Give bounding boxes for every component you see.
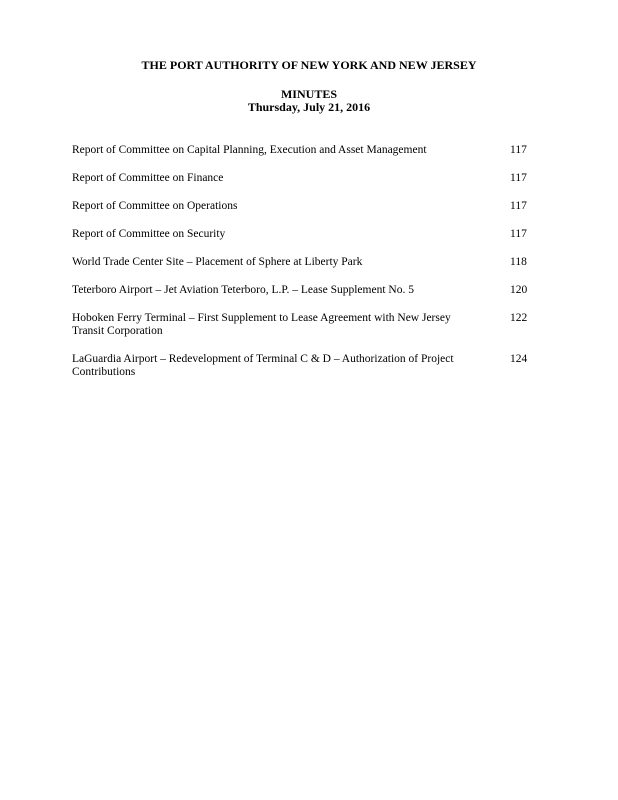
organization-title: THE PORT AUTHORITY OF NEW YORK AND NEW JERSEY (141, 58, 477, 72)
toc-entry (72, 172, 542, 185)
toc-entry (72, 228, 542, 241)
toc-entry-title: LaGuardia Airport – Redevelopment of Terminal C & D – Authorization of Project Contributions (72, 353, 454, 378)
toc-entry-title: Teterboro Airport – Jet Aviation Teterboro, L.P. – Lease Supplement No. 5 (72, 284, 414, 296)
toc-entry-page: 122 (510, 312, 528, 324)
toc-entry (72, 144, 542, 157)
toc-entry-page: 120 (510, 284, 528, 296)
toc-entry-title: Report of Committee on Capital Planning, Execution and Asset Management (72, 144, 427, 156)
toc-entry-page: 118 (510, 256, 527, 268)
toc-entry-title: Hoboken Ferry Terminal – First Supplement to Lease Agreement with New Jersey Transit Corporation (72, 312, 451, 337)
document-heading: MINUTES (280, 87, 337, 101)
toc-entry-page: 117 (510, 228, 527, 240)
toc-entry (72, 200, 542, 213)
toc-entry (72, 353, 542, 379)
toc-entry-page: 117 (510, 200, 527, 212)
toc-entry-page: 117 (510, 172, 527, 184)
toc-entry (72, 312, 542, 338)
toc-entry-title: Report of Committee on Finance (72, 172, 224, 184)
meeting-date: Thursday, July 21, 2016 (247, 100, 371, 114)
toc-entry (72, 284, 542, 297)
table-of-contents (72, 144, 542, 394)
toc-entry-page: 124 (510, 353, 528, 365)
toc-entry-title: Report of Committee on Operations (72, 200, 238, 212)
toc-entry-title: World Trade Center Site – Placement of Sphere at Liberty Park (72, 256, 363, 268)
toc-entry-title: Report of Committee on Security (72, 228, 226, 240)
toc-entry-page: 117 (510, 144, 527, 156)
toc-entry (72, 256, 542, 269)
